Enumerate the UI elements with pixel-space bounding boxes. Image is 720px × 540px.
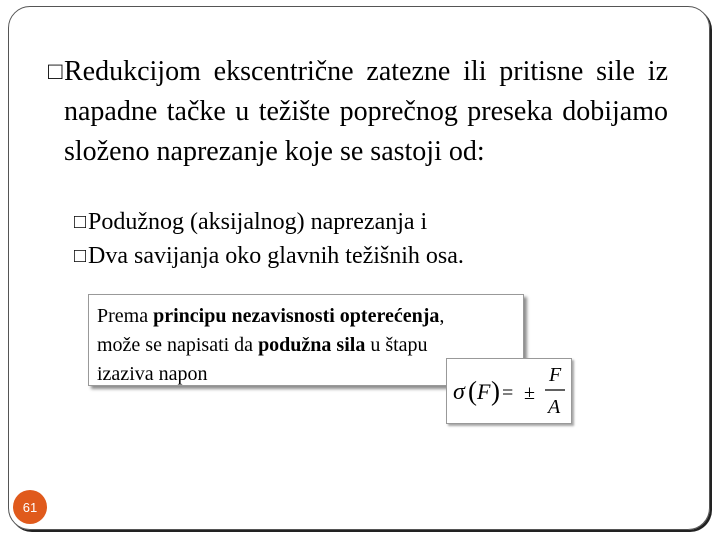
note-text: u štapu (365, 334, 428, 356)
sub-bullet-item (73, 205, 464, 239)
bullet-icon: □ (73, 245, 87, 267)
page-number-badge (13, 490, 47, 524)
sub-bullet-text: Dva savijanja oko glavnih težišnih osa. (88, 243, 464, 269)
formula-numerator: F (549, 364, 562, 386)
sub-bullet-list (73, 205, 464, 273)
note-line (97, 331, 515, 360)
formula-sigma: σ (453, 379, 465, 405)
note-text: Prema (97, 305, 154, 327)
sub-bullet-text: Podužnog (aksijalnog) naprezanja i (88, 209, 428, 235)
note-text: izaziva napon (97, 363, 208, 385)
bullet-icon: □ (73, 211, 87, 233)
note-bold-text: podužna sila (258, 334, 366, 356)
note-bold-text: principu nezavisnosti opterećenja (153, 305, 440, 327)
formula-argument: F (477, 379, 491, 404)
main-paragraph (48, 52, 668, 172)
main-paragraph-text: Redukcijom ekscentrične zatezne ili pritisne sile iz napadne tačke u težište poprečnog preseka dobijamo složeno naprezanje koje se sastoji od: (64, 56, 668, 167)
formula-equals: = (502, 382, 514, 404)
note-text: može se napisati da (97, 334, 259, 356)
formula-rparen: ) (491, 376, 500, 406)
formula-svg (447, 359, 571, 423)
formula-lparen: ( (468, 376, 477, 406)
formula-denominator: A (548, 396, 561, 418)
page-number: 61 (22, 499, 38, 515)
note-line (97, 302, 515, 331)
sub-bullet-item (73, 239, 464, 273)
formula-box (446, 358, 572, 424)
formula-plusminus: ± (524, 382, 535, 404)
note-text: , (439, 305, 445, 327)
bullet-icon: □ (48, 59, 63, 85)
